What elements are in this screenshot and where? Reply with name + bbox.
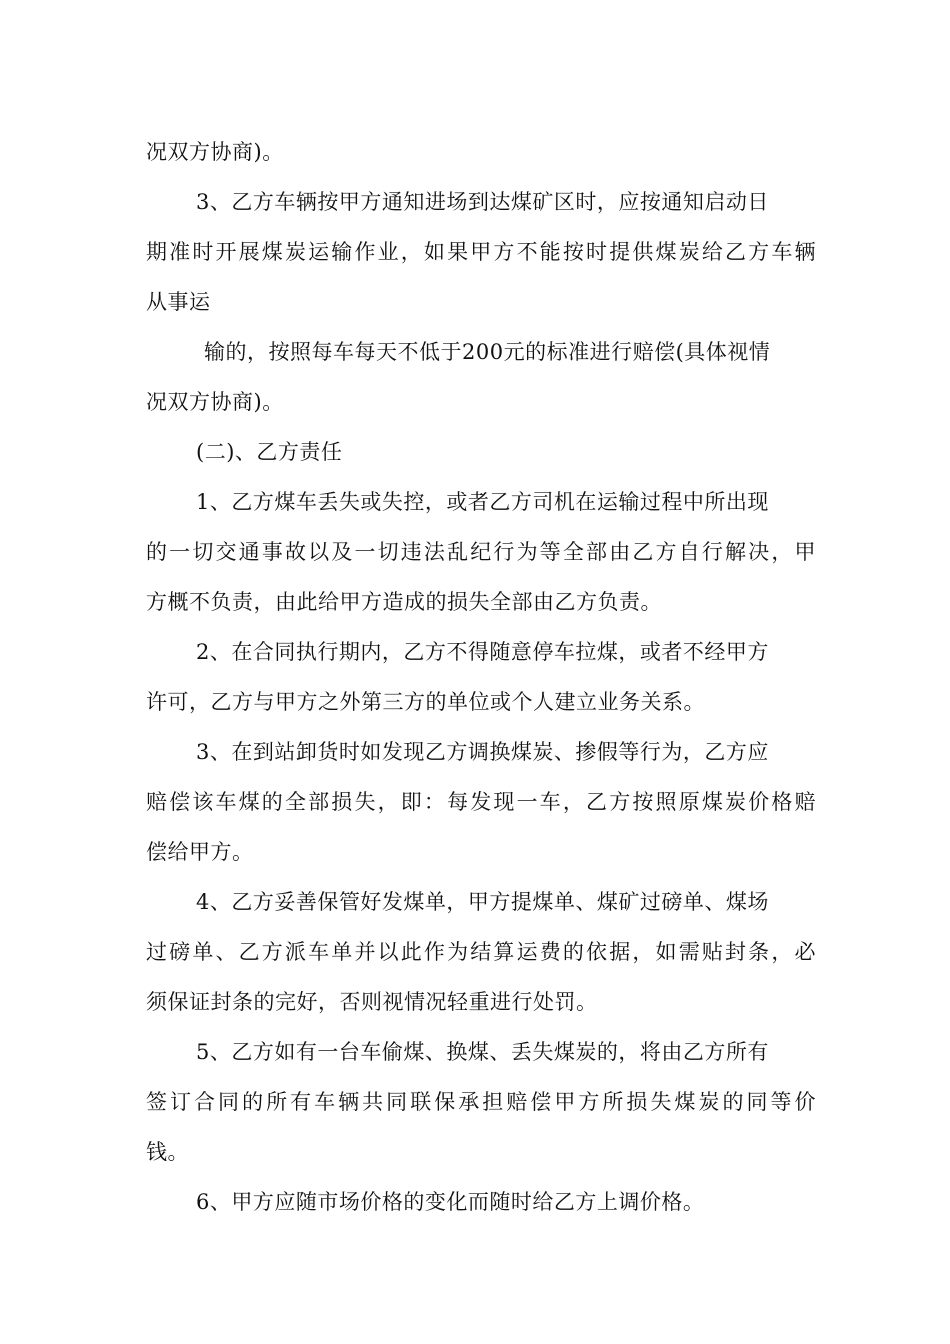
text-line: 许可，乙方与甲方之外第三方的单位或个人建立业务关系。 <box>146 690 705 714</box>
text-line: 赔偿该车煤的全部损失，即：每发现一车，乙方按照原煤炭价格赔 <box>146 790 816 814</box>
text-line: 3、在到站卸货时如发现乙方调换煤炭、掺假等行为，乙方应 <box>196 740 769 764</box>
text-line: 偿给甲方。 <box>146 840 254 864</box>
text-line: 从事运 <box>146 290 211 314</box>
text-line: 钱。 <box>146 1140 189 1164</box>
section-heading: (二)、乙方责任 <box>196 440 343 464</box>
text-line: 1、乙方煤车丢失或失控，或者乙方司机在运输过程中所出现 <box>196 490 769 514</box>
text-line: 须保证封条的完好，否则视情况轻重进行处罚。 <box>146 990 598 1014</box>
text-line: 2、在合同执行期内，乙方不得随意停车拉煤，或者不经甲方 <box>196 640 769 664</box>
text-line: 4、乙方妥善保管好发煤单，甲方提煤单、煤矿过磅单、煤场 <box>196 890 769 914</box>
text-line: 况双方协商)。 <box>146 390 284 414</box>
text-line: 过磅单、乙方派车单并以此作为结算运费的依据，如需贴封条，必 <box>146 940 816 964</box>
text-line: 6、甲方应随市场价格的变化而随时给乙方上调价格。 <box>196 1190 705 1214</box>
text-line: 签订合同的所有车辆共同联保承担赔偿甲方所损失煤炭的同等价 <box>146 1090 816 1114</box>
text-line: 的一切交通事故以及一切违法乱纪行为等全部由乙方自行解决，甲 <box>146 540 816 564</box>
text-line: 输的，按照每车每天不低于200元的标准进行赔偿(具体视情 <box>204 340 771 364</box>
text-line: 方概不负责，由此给甲方造成的损失全部由乙方负责。 <box>146 590 662 614</box>
text-line: 3、乙方车辆按甲方通知进场到达煤矿区时，应按通知启动日 <box>196 190 769 214</box>
text-line: 况双方协商)。 <box>146 140 284 164</box>
text-line: 期准时开展煤炭运输作业，如果甲方不能按时提供煤炭给乙方车辆 <box>146 240 816 264</box>
text-line: 5、乙方如有一台车偷煤、换煤、丢失煤炭的，将由乙方所有 <box>196 1040 769 1064</box>
